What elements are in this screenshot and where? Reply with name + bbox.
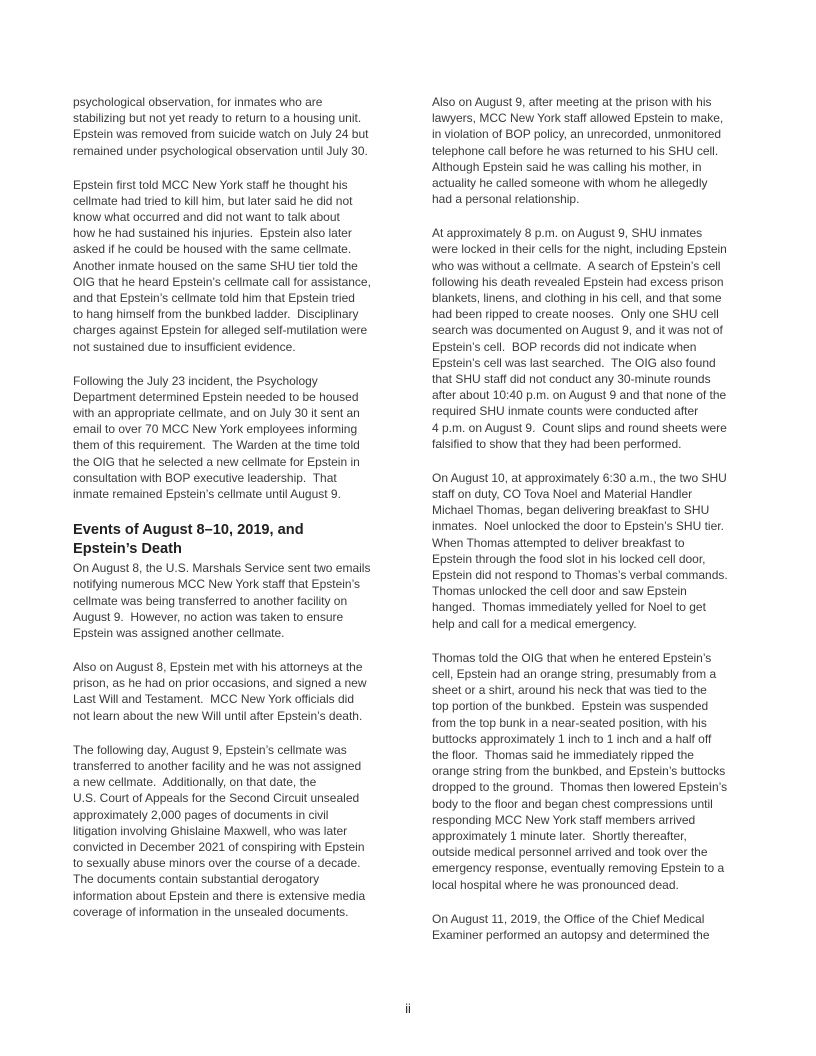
left-column	[73, 94, 413, 920]
paragraph: Also on August 8, Epstein met with his attorneys at the prison, as he had on prior occasions, and signed a new Last Will and Testament. MCC New York officials did not learn about the new Will until after Epstein’s death.	[73, 660, 367, 723]
section-heading: Events of August 8–10, 2019, and Epstein’s Death	[73, 522, 304, 558]
paragraph: Following the July 23 incident, the Psychology Department determined Epstein needed to be housed with an appropriate cellmate, and on July 30 it sent an email to over 70 MCC New York employees informing them of this requirement. The Warden at the time told the OIG that he selected a new cellmate for Epstein in consultation with BOP executive leadership. That inmate remained Epstein’s cellmate until August 9.	[73, 373, 360, 502]
paragraph: psychological observation, for inmates who are stabilizing but not yet ready to return to a housing unit. Epstein was removed from suicide watch on July 24 but remained under psychological observation until July 30.	[73, 95, 369, 158]
paragraph: On August 8, the U.S. Marshals Service sent two emails notifying numerous MCC New York staff that Epstein’s cellmate was being transferred to another facility on August 9. However, no action was taken to ensure Epstein was assigned another cellmate.	[73, 561, 371, 641]
paragraph: On August 11, 2019, the Office of the Chief Medical Examiner performed an autopsy and determined the	[432, 911, 710, 942]
paragraph: Epstein first told MCC New York staff he thought his cellmate had tried to kill him, but later said he did not know what occurred and did not want to talk about how he had sustained his injuries. Epstein also later asked if he could be housed with the same cellmate. Another inmate housed on the same SHU tier told the OIG that he heard Epstein’s cellmate call for assistance, and that Epstein’s cellmate told him that Epstein tried to hang himself from the bunkbed ladder. Disciplinary charges against Epstein for alleged self-mutilation were not sustained due to insufficient evidence.	[73, 177, 371, 354]
paragraph: At approximately 8 p.m. on August 9, SHU inmates were locked in their cells for the night, including Epstein who was without a cellmate. A search of Epstein’s cell following his death revealed Epstein had excess prison blankets, linens, and clothing in his cell, and that some had been ripped to create nooses. Only one SHU cell search was documented on August 9, and it was not of Epstein’s cell. BOP records did not indicate when Epstein’s cell was last searched. The OIG also found that SHU staff did not conduct any 30-minute rounds after about 10:40 p.m. on August 9 and that none of the required SHU inmate counts were conducted after 4 p.m. on August 9. Count slips and round sheets were falsified to show that they had been performed.	[432, 226, 727, 451]
right-column	[432, 94, 772, 943]
page-number: ii	[405, 1002, 411, 1016]
paragraph: The following day, August 9, Epstein’s cellmate was transferred to another facility and he was not assigned a new cellmate. Additionally, on that date, the U.S. Court of Appeals for the Second Circuit unsealed approximately 2,000 pages of documents in civil litigation involving Ghislaine Maxwell, who was later convicted in December 2021 of conspiring with Epstein to sexually abuse minors over the course of a decade. The documents contain substantial derogatory information about Epstein and there is extensive media coverage of information in the unsealed documents.	[73, 742, 366, 919]
paragraph: Also on August 9, after meeting at the prison with his lawyers, MCC New York staff allowed Epstein to make, in violation of BOP policy, an unrecorded, unmonitored telephone call before he was returned to his SHU cell. Although Epstein said he was calling his mother, in actuality he called someone with whom he allegedly had a personal relationship.	[432, 95, 724, 207]
paragraph: On August 10, at approximately 6:30 a.m., the two SHU staff on duty, CO Tova Noel and Material Handler Michael Thomas, began delivering breakfast to SHU inmates. Noel unlocked the door to Epstein’s SHU tier. When Thomas attempted to deliver breakfast to Epstein through the food slot in his locked cell door, Epstein did not respond to Thomas’s verbal commands. Thomas unlocked the cell door and saw Epstein hanged. Thomas immediately yelled for Noel to get help and call for a medical emergency.	[432, 470, 728, 631]
paragraph: Thomas told the OIG that when he entered Epstein’s cell, Epstein had an orange string, presumably from a sheet or a shirt, around his neck that was tied to the top portion of the bunkbed. Epstein was suspended from the top bunk in a near-seated position, with his buttocks approximately 1 inch to 1 inch and a half off the floor. Thomas said he immediately ripped the orange string from the bunkbed, and Epstein’s buttocks dropped to the ground. Thomas then lowered Epstein’s body to the floor and began chest compressions until responding MCC New York staff members arrived approximately 1 minute later. Shortly thereafter, outside medical personnel arrived and took over the emergency response, eventually removing Epstein to a local hospital where he was pronounced dead.	[432, 650, 728, 892]
